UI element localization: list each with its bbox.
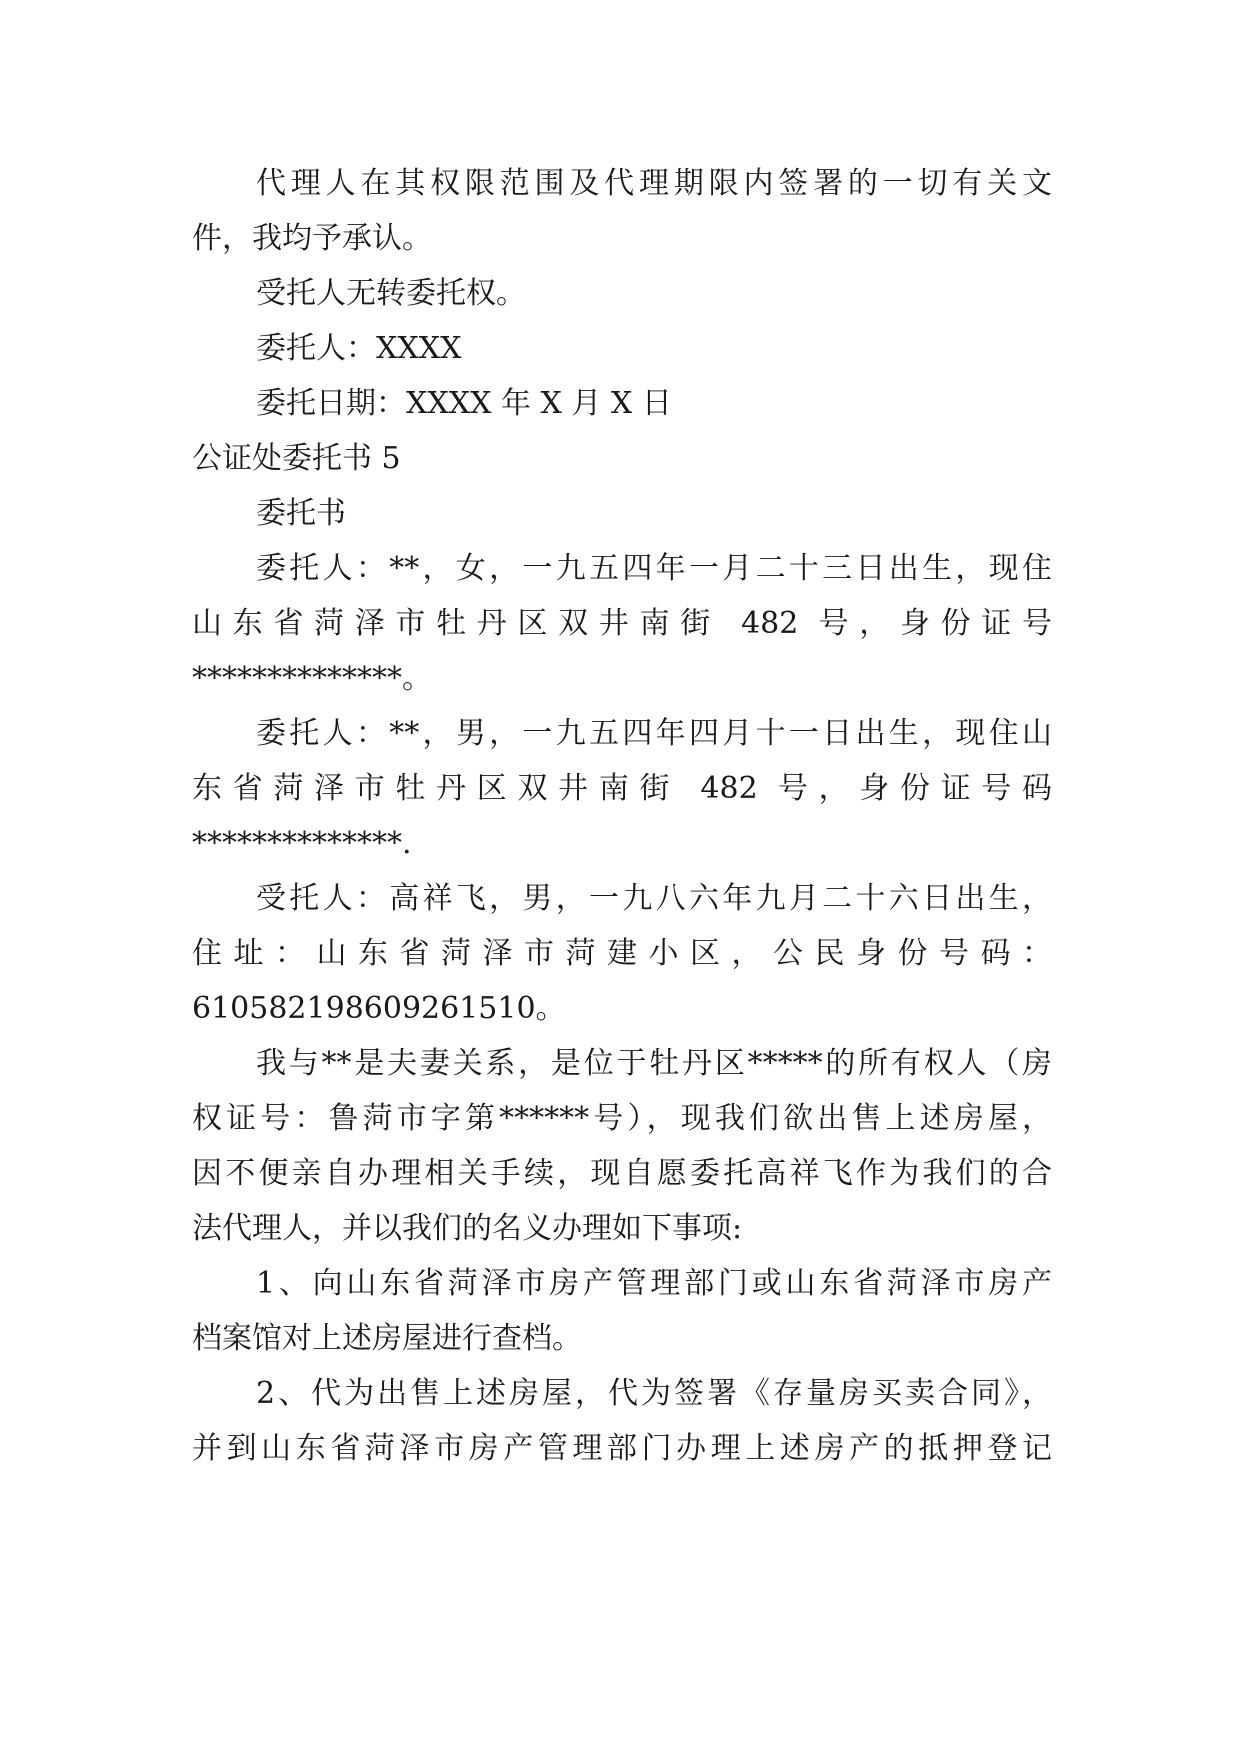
text-line-16: 610582198609261510。 <box>192 991 566 1026</box>
text-line-19: 因不便亲自办理相关手续，现自愿委托高祥飞作为我们的合 <box>192 1156 1052 1191</box>
text-line-18: 权证号：鲁菏市字第******号），现我们欲出售上述房屋， <box>192 1101 1052 1136</box>
document-body <box>192 156 1052 1476</box>
text-line-10: **************。 <box>192 661 432 696</box>
text-line-3: 受托人无转委托权。 <box>256 276 526 311</box>
text-line-17: 我与**是夫妻关系，是位于牡丹区*****的所有权人（房 <box>256 1046 1052 1081</box>
text-line-5: 委托日期：XXXX 年 X 月 X 日 <box>256 386 672 421</box>
text-line-8: 委托人：**，女，一九五四年一月二十三日出生，现住 <box>256 551 1052 586</box>
text-line-20: 法代理人，并以我们的名义办理如下事项: <box>192 1211 743 1246</box>
text-line-9: 山东省菏泽市牡丹区双井南街 482 号，身份证号 <box>192 606 1052 641</box>
text-line-11: 委托人：**，男，一九五四年四月十一日出生，现住山 <box>256 716 1052 751</box>
text-line-4: 委托人：XXXX <box>256 331 462 366</box>
text-line-24: 并到山东省菏泽市房产管理部门办理上述房产的抵押登记 <box>192 1431 1052 1466</box>
doc-heading: 委托书 <box>256 496 346 531</box>
text-line-14: 受托人：高祥飞，男，一九八六年九月二十六日出生， <box>256 881 1052 916</box>
text-line-12: 东省菏泽市牡丹区双井南街 482 号，身份证号码 <box>192 771 1052 806</box>
text-line-23: 2、代为出售上述房屋，代为签署《存量房买卖合同》， <box>256 1376 1052 1411</box>
section-title: 公证处委托书 5 <box>192 441 401 476</box>
text-line-1: 代理人在其权限范围及代理期限内签署的一切有关文 <box>256 166 1052 201</box>
text-line-21: 1、向山东省菏泽市房产管理部门或山东省菏泽市房产 <box>256 1266 1052 1301</box>
text-line-13: **************. <box>192 826 412 861</box>
text-line-2: 件，我均予承认。 <box>192 221 432 256</box>
text-line-15: 住址：山东省菏泽市菏建小区，公民身份号码： <box>192 936 1052 971</box>
text-line-22: 档案馆对上述房屋进行查档。 <box>192 1321 582 1356</box>
